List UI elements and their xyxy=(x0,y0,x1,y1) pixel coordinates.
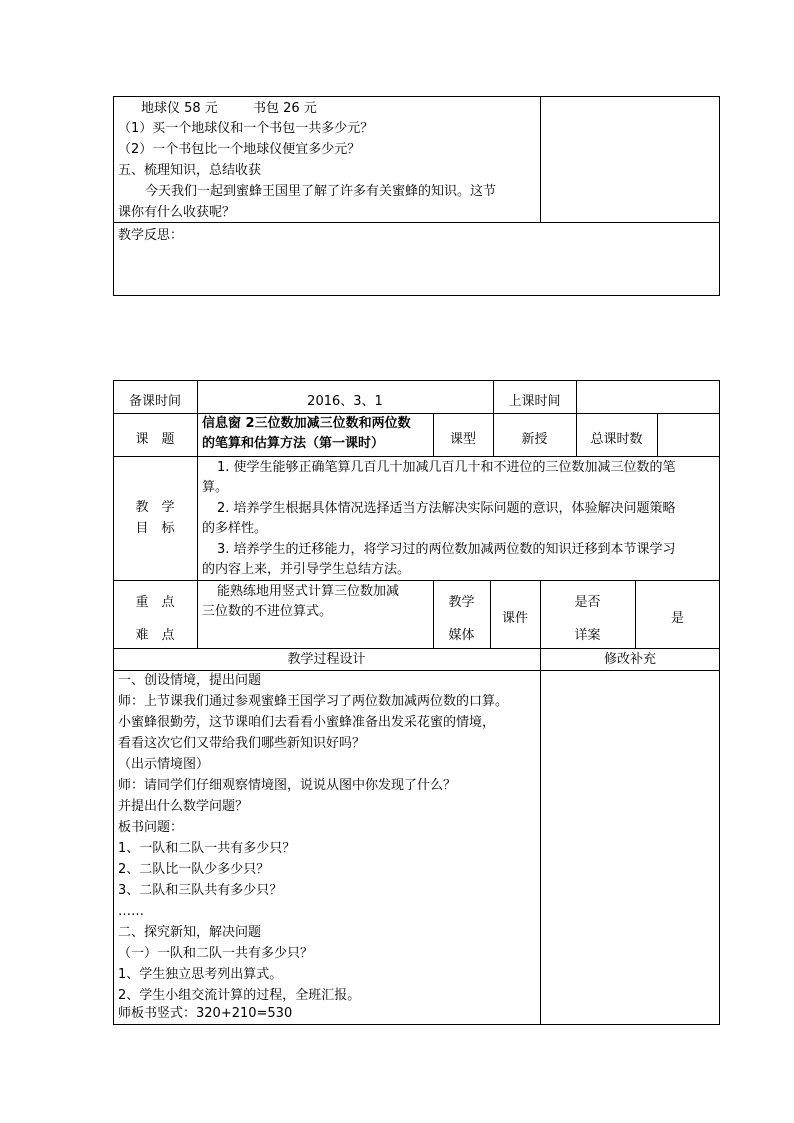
schoolbag-price: 书包 26 元 xyxy=(253,101,317,116)
process-line: 看看这次它们又带给我们哪些新知识好吗？ xyxy=(118,736,366,751)
media-label-2: 媒体 xyxy=(448,628,475,643)
process-line: 小蜜蜂很勤劳，这节课咱们去看看小蜜蜂准备出发采花蜜的情境， xyxy=(118,715,496,730)
process-line: 2、二队比一队少多少只？ xyxy=(118,862,270,877)
process-body xyxy=(118,671,538,1023)
goal-2-line-a: 2. 培养学生根据具体情况选择适当方法解决实际问题的意识，体验解决问题策略 xyxy=(217,501,676,516)
reflection-label: 教学反思： xyxy=(118,228,184,243)
lesson-type-label: 课型 xyxy=(449,432,476,447)
process-line: （一）一队和二队一共有多少只？ xyxy=(118,946,314,961)
col-divider xyxy=(576,380,577,413)
row-divider xyxy=(113,456,720,457)
section-5-heading: 五、梳理知识，总结收获 xyxy=(118,163,262,178)
topic-title-line-2: 的笔算和估算方法（第一课时） xyxy=(202,436,385,451)
detailed-plan-label-2: 详案 xyxy=(574,628,601,643)
col-divider xyxy=(540,648,541,1025)
process-line: 1、一队和二队一共有多少只？ xyxy=(118,841,296,856)
col-divider xyxy=(197,580,198,648)
total-hours-label: 总课时数 xyxy=(590,432,643,447)
globe-price: 地球仪 58 元 xyxy=(141,101,218,116)
summary-line-2: 课你有什么收获呢？ xyxy=(118,205,236,220)
prep-time-value: 2016、3、1 xyxy=(307,394,383,409)
process-line: 二、探究新知，解决问题 xyxy=(118,925,262,940)
process-line: …… xyxy=(118,904,144,919)
summary-line-1: 今天我们一起到蜜蜂王国里了解了许多有关蜜蜂的知识。这节 xyxy=(145,184,497,199)
revision-header: 修改补充 xyxy=(603,652,656,667)
question-2: （2）一个书包比一个地球仪便宜多少元？ xyxy=(118,142,361,157)
difficult-points-label: 难 点 xyxy=(135,628,175,643)
class-time-label: 上课时间 xyxy=(508,394,561,409)
process-header: 教学过程设计 xyxy=(287,652,366,667)
col-divider xyxy=(657,413,658,456)
row-divider xyxy=(113,580,720,581)
media-label-1: 教学 xyxy=(448,595,475,610)
process-line: 师：上节课我们通过参观蜜蜂王国学习了两位数加减两位数的口算。 xyxy=(118,694,509,709)
process-line: 1、学生独立思考列出算式。 xyxy=(118,967,283,982)
process-line: 师：请同学们仔细观察情境图，说说从图中你发现了什么？ xyxy=(118,778,457,793)
goals-label-1: 教 学 xyxy=(135,500,175,515)
question-1: （1）买一个地球仪和一个书包一共多少元？ xyxy=(118,121,374,136)
process-line: 一、创设情境，提出问题 xyxy=(118,673,262,688)
prep-time-label: 备课时间 xyxy=(128,394,181,409)
col-divider xyxy=(197,456,198,580)
topic-label: 课 题 xyxy=(135,432,175,447)
topic-title-line-1: 信息窗 2三位数加减三位数和两位数 xyxy=(202,416,411,431)
col-divider xyxy=(197,413,198,456)
goal-3-line-b: 的内容上来，并引导学生总结方法。 xyxy=(202,562,411,577)
detailed-plan-value: 是 xyxy=(670,611,684,626)
goal-1-line-b: 算。 xyxy=(202,480,229,495)
process-line: 2、学生小组交流计算的过程，全班汇报。 xyxy=(118,988,361,1003)
goals-label-2: 目 标 xyxy=(135,521,175,536)
row-divider xyxy=(113,648,720,649)
top-table-divider xyxy=(540,96,541,223)
media-value: 课件 xyxy=(501,611,528,626)
goal-3-line-a: 3. 培养学生的迁移能力，将学习过的两位数加减两位数的知识迁移到本节课学习 xyxy=(217,542,676,557)
goal-2-line-b: 的多样性。 xyxy=(202,521,268,536)
key-points-label: 重 点 xyxy=(135,595,175,610)
process-line: 并提出什么数学问题？ xyxy=(118,799,249,814)
goal-1-line-a: 1. 使学生能够正确笔算几百几十加减几百几十和不进位的三位数加减三位数的笔 xyxy=(217,460,676,475)
detailed-plan-label-1: 是否 xyxy=(574,595,601,610)
key-points-text-2: 三位数的不进位算式。 xyxy=(202,604,333,619)
key-points-text-1: 能熟练地用竖式计算三位数加减 xyxy=(217,584,400,599)
lesson-type-value: 新授 xyxy=(521,432,548,447)
process-line: （出示情境图） xyxy=(118,757,210,772)
process-line: 板书问题： xyxy=(118,820,184,835)
process-line: 师板书竖式：320+210=530 xyxy=(118,1006,293,1021)
process-line: 3、二队和三队共有多少只？ xyxy=(118,883,283,898)
